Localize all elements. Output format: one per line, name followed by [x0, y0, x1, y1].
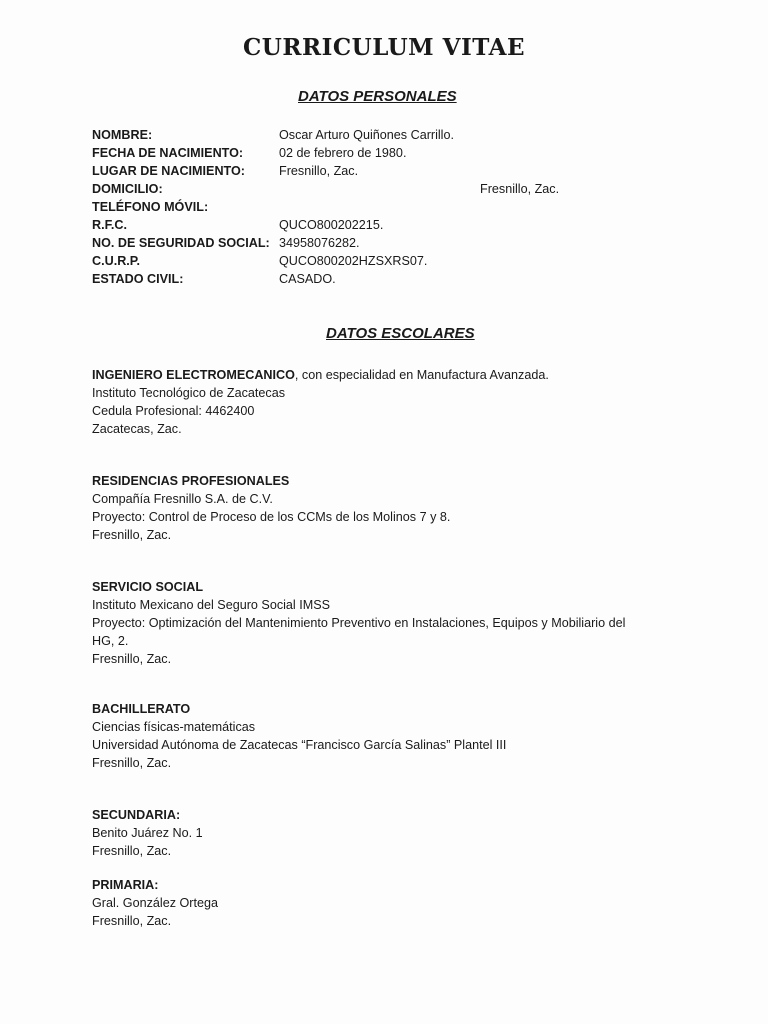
- servicio-line: Fresnillo, Zac.: [92, 652, 172, 666]
- label-rfc: R.F.C.: [92, 218, 127, 232]
- residencias-title: RESIDENCIAS PROFESIONALES: [92, 474, 290, 488]
- education-bachillerato: [92, 700, 506, 772]
- education-primaria: [92, 876, 218, 930]
- education-servicio-social: [92, 578, 625, 668]
- residencias-line: Fresnillo, Zac.: [92, 528, 172, 542]
- value-nss: 34958076282.: [279, 236, 360, 250]
- servicio-line: HG, 2.: [92, 634, 129, 648]
- label-domicilio: DOMICILIO:: [92, 182, 163, 196]
- primaria-line: Gral. González Ortega: [92, 896, 218, 910]
- education-secundaria: [92, 806, 203, 860]
- label-curp: C.U.R.P.: [92, 254, 141, 268]
- secundaria-title: SECUNDARIA:: [92, 808, 181, 822]
- secundaria-line: Fresnillo, Zac.: [92, 844, 172, 858]
- label-lugar-nacimiento: LUGAR DE NACIMIENTO:: [92, 164, 245, 178]
- value-domicilio: Fresnillo, Zac.: [480, 182, 560, 196]
- value-fecha-nacimiento: 02 de febrero de 1980.: [279, 146, 407, 160]
- ingeniero-line: Instituto Tecnológico de Zacatecas: [92, 386, 285, 400]
- bachillerato-line: Ciencias físicas-matemáticas: [92, 720, 256, 734]
- servicio-line: Instituto Mexicano del Seguro Social IMSS: [92, 598, 331, 612]
- ingeniero-line: Cedula Profesional: 4462400: [92, 404, 255, 418]
- education-ingeniero: [92, 366, 549, 438]
- label-estado-civil: ESTADO CIVIL:: [92, 272, 184, 286]
- value-nombre: Oscar Arturo Quiñones Carrillo.: [279, 128, 454, 142]
- label-nss: NO. DE SEGURIDAD SOCIAL:: [92, 236, 270, 250]
- value-estado-civil: CASADO.: [279, 272, 336, 286]
- document-title: CURRICULUM VITAE: [243, 34, 525, 61]
- ingeniero-line: Zacatecas, Zac.: [92, 422, 182, 436]
- ingeniero-specialty: , con especialidad en Manufactura Avanzada.: [294, 368, 549, 382]
- bachillerato-line: Fresnillo, Zac.: [92, 756, 172, 770]
- label-fecha-nacimiento: FECHA DE NACIMIENTO:: [92, 146, 244, 160]
- residencias-line: Compañía Fresnillo S.A. de C.V.: [92, 492, 273, 506]
- ingeniero-title: INGENIERO ELECTROMECANICO: [92, 368, 295, 382]
- label-telefono: TELÉFONO MÓVIL:: [92, 200, 209, 214]
- section-heading-datos-escolares: DATOS ESCOLARES: [326, 325, 475, 342]
- servicio-line: Proyecto: Optimización del Mantenimiento Preventivo en Instalaciones, Equipos y Mobiliario del: [92, 616, 626, 630]
- value-lugar-nacimiento: Fresnillo, Zac.: [279, 164, 359, 178]
- label-nombre: NOMBRE:: [92, 128, 153, 142]
- primaria-title: PRIMARIA:: [92, 878, 159, 892]
- section-heading-datos-personales: DATOS PERSONALES: [298, 88, 457, 105]
- value-curp: QUCO800202HZSXRS07.: [279, 254, 428, 268]
- servicio-title: SERVICIO SOCIAL: [92, 580, 204, 594]
- bachillerato-line: Universidad Autónoma de Zacatecas “Francisco García Salinas” Plantel III: [92, 738, 507, 752]
- primaria-line: Fresnillo, Zac.: [92, 914, 172, 928]
- value-rfc: QUCO800202215.: [279, 218, 384, 232]
- secundaria-line: Benito Juárez No. 1: [92, 826, 203, 840]
- bachillerato-title: BACHILLERATO: [92, 702, 191, 716]
- residencias-line: Proyecto: Control de Proceso de los CCMs de los Molinos 7 y 8.: [92, 510, 451, 524]
- education-residencias: [92, 472, 450, 544]
